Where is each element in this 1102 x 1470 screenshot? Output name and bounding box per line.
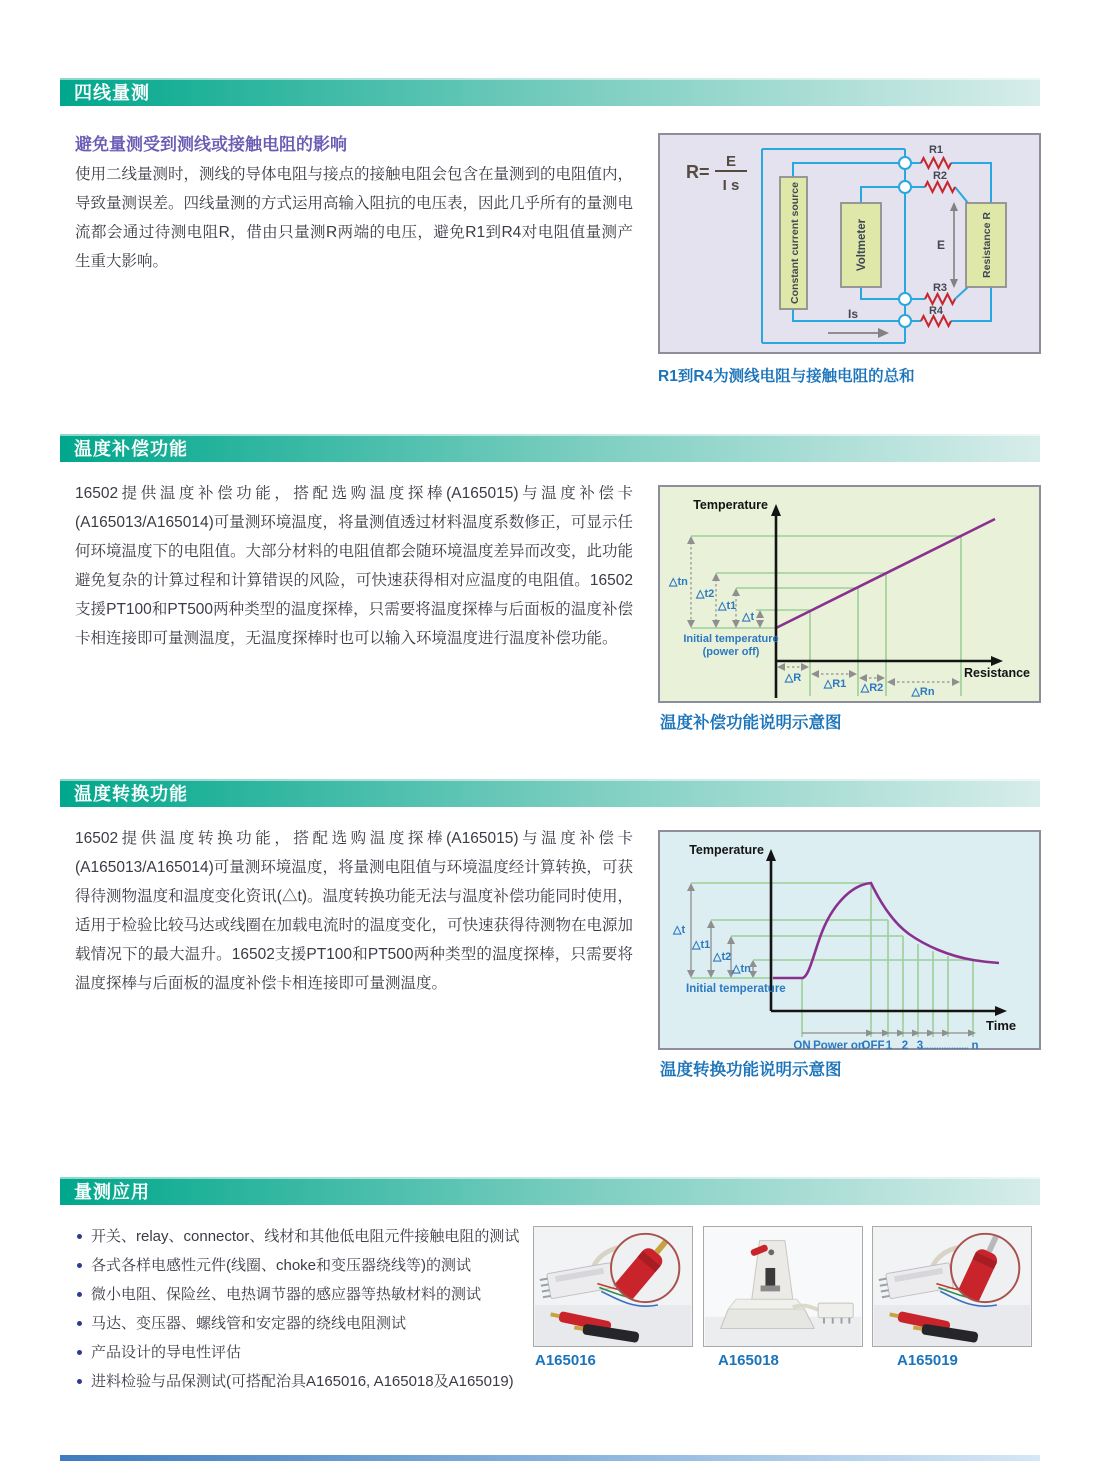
- time-tick-labels: [793, 1040, 978, 1050]
- svg-text:ON: ON: [793, 1040, 811, 1050]
- bullet-text: 微小电阻、保险丝、电热调节器的感应器等热敏材料的测试: [91, 1286, 482, 1303]
- svg-text:△t: △t: [742, 611, 755, 623]
- svg-text:3: 3: [916, 1040, 924, 1050]
- svg-text:△tn: △tn: [669, 576, 688, 588]
- svg-text:△t2: △t2: [713, 951, 732, 963]
- product-label-a165016: A165016: [535, 1352, 596, 1369]
- svg-text:R1: R1: [928, 144, 944, 156]
- four-wire-body: 使用二线量测时，测线的导体电阻与接点的接触电阻会包含在量测到的电阻值内，导致量测误差。四线量测的方式运用高输入阻抗的电压表，因此几乎所有的量测电流都会通过待测电阻R，借由只量测R两端的电压，避免R1到R4对电阻值量测产生重大影响。: [75, 166, 634, 270]
- y-axis-label: Temperature: [693, 498, 768, 512]
- section-header-applications: 量测应用: [60, 1177, 1040, 1205]
- x-axis-label: Time: [986, 1018, 1017, 1033]
- svg-text:△Rn: △Rn: [911, 686, 935, 698]
- svg-text:△t: △t: [673, 924, 686, 936]
- x-axis-label: Resistance: [964, 666, 1031, 680]
- product-label-a165018: A165018: [718, 1352, 779, 1369]
- resistance-r-box-label: Resistance R: [981, 212, 993, 278]
- screw: [768, 1249, 774, 1255]
- footer-accent-bar: [60, 1455, 1040, 1461]
- clamp-plate: [761, 1286, 781, 1292]
- list-item: [75, 1280, 545, 1309]
- svg-text:R4: R4: [928, 305, 944, 317]
- section-header-temp-comp: 温度补偿功能: [60, 434, 1040, 462]
- svg-text:R3: R3: [932, 282, 948, 294]
- temp-comp-figure: [658, 485, 1041, 703]
- y-axis-label: Temperature: [689, 843, 764, 857]
- terminal-strip: [818, 1303, 853, 1318]
- bullet-dot-icon: [77, 1292, 82, 1297]
- svg-text:△t1: △t1: [692, 939, 711, 951]
- svg-text:Initial temperature: Initial temperature: [683, 633, 779, 645]
- clamp-jaw: [765, 1268, 775, 1286]
- section-header-temp-conv: 温度转换功能: [60, 779, 1040, 807]
- temp-comp-body: 16502提供温度补偿功能，搭配选购温度探棒(A165015)与温度补偿卡(A165013/A165014)可量测环境温度，将量测值透过材料温度系数修正，可显示任何环境温度下的电阻值。大部分材料的电阻值都会随环境温度差异而改变，此功能避免复杂的计算过程和计算错误的风险，可快速获得相对应温度的电阻值。16502支援PT100和PT500两种类型的温度探棒，只需要将温度探棒与后面板的温度补偿卡相连接即可量测温度，无温度探棒时也可以输入环境温度进行温度补偿功能。: [75, 485, 634, 647]
- bullet-text: 产品设计的导电性评估: [91, 1344, 242, 1361]
- bullet-text: 马达、变压器、螺线管和安定器的绕线电阻测试: [91, 1315, 407, 1332]
- bullet-dot-icon: [77, 1379, 82, 1384]
- applications-bullet-list: [75, 1222, 545, 1396]
- svg-text:R=: R=: [686, 162, 710, 182]
- list-item: [75, 1338, 545, 1367]
- initial-temperature-label: Initial temperature: [686, 983, 786, 995]
- svg-text:△t1: △t1: [718, 600, 737, 612]
- bullet-text: 各式各样电感性元件(线圈、choke和变压器绕线等)的测试: [91, 1257, 472, 1274]
- bullet-text: 进料检验与品保测试(可搭配治具A165016, A165018及A165019): [91, 1373, 514, 1390]
- list-item: [75, 1251, 545, 1280]
- svg-text:△R2: △R2: [860, 682, 884, 694]
- bullet-text: 开关、relay、connector、线材和其他低电阻元件接触电阻的测试: [91, 1228, 520, 1245]
- svg-text:△t2: △t2: [696, 588, 715, 600]
- four-wire-figure-caption: R1到R4为测线电阻与接触电阻的总和: [658, 368, 915, 385]
- four-wire-circuit-figure: [658, 133, 1041, 354]
- svg-text:Power on: Power on: [813, 1040, 865, 1050]
- svg-text:n: n: [971, 1040, 979, 1050]
- list-item: [75, 1367, 545, 1396]
- svg-text:...................: ...................: [921, 1041, 969, 1050]
- svg-text:OFF: OFF: [861, 1040, 885, 1050]
- product-photo-a165018: [703, 1226, 863, 1347]
- svg-text:1: 1: [885, 1040, 893, 1050]
- svg-text:△R: △R: [784, 672, 802, 684]
- svg-text:(power off): (power off): [702, 646, 760, 658]
- bullet-dot-icon: [77, 1234, 82, 1239]
- temp-conversion-chart: [658, 830, 1041, 1050]
- product-label-a165019: A165019: [897, 1352, 958, 1369]
- temp-conv-figure-caption: 温度转换功能说明示意图: [660, 1061, 842, 1079]
- product-photo-a165016: [533, 1226, 693, 1347]
- bullet-dot-icon: [77, 1263, 82, 1268]
- svg-text:R2: R2: [932, 170, 948, 182]
- svg-text:I s: I s: [722, 177, 740, 194]
- svg-text:E: E: [725, 153, 737, 170]
- temp-compensation-chart: [658, 485, 1041, 703]
- list-item: [75, 1309, 545, 1338]
- constant-current-source-box-label: Constant current source: [789, 182, 801, 304]
- bullet-dot-icon: [77, 1321, 82, 1326]
- temp-conv-body: 16502提供温度转换功能，搭配选购温度探棒(A165015)与温度补偿卡(A165013/A165014)可量测环境温度，将量测电阻值与环境温度经计算转换，可获得待测物温度和温度变化资讯(△t)。温度转换功能无法与温度补偿功能同时使用，适用于检验比较马达或线圈在加载电流时的温度变化，可快速获得待测物在电源加载情况下的最大温升。16502支援PT100和PT500两种类型的温度探棒，只需要将温度探棒与后面板的温度补偿卡相连接即可量测温度。: [75, 830, 634, 992]
- list-item: [75, 1222, 545, 1251]
- svg-text:△R1: △R1: [823, 678, 847, 690]
- fixture-base: [721, 1309, 815, 1329]
- chart-frame: [659, 831, 1040, 1049]
- voltmeter-box-label: Voltmeter: [856, 218, 868, 272]
- temp-comp-figure-caption: 温度补偿功能说明示意图: [660, 714, 842, 732]
- section-header-four-wire: 四线量测: [60, 78, 1040, 106]
- four-wire-circuit-diagram: [658, 133, 1041, 354]
- svg-text:2: 2: [901, 1040, 909, 1050]
- bullet-dot-icon: [77, 1350, 82, 1355]
- four-wire-subtitle: 避免量测受到测线或接触电阻的影响: [75, 135, 347, 154]
- temp-conv-figure: [658, 830, 1041, 1050]
- product-photo-a165019: [872, 1226, 1032, 1347]
- svg-text:E: E: [936, 238, 945, 252]
- svg-text:Is: Is: [848, 307, 859, 321]
- svg-text:△tn: △tn: [732, 963, 751, 975]
